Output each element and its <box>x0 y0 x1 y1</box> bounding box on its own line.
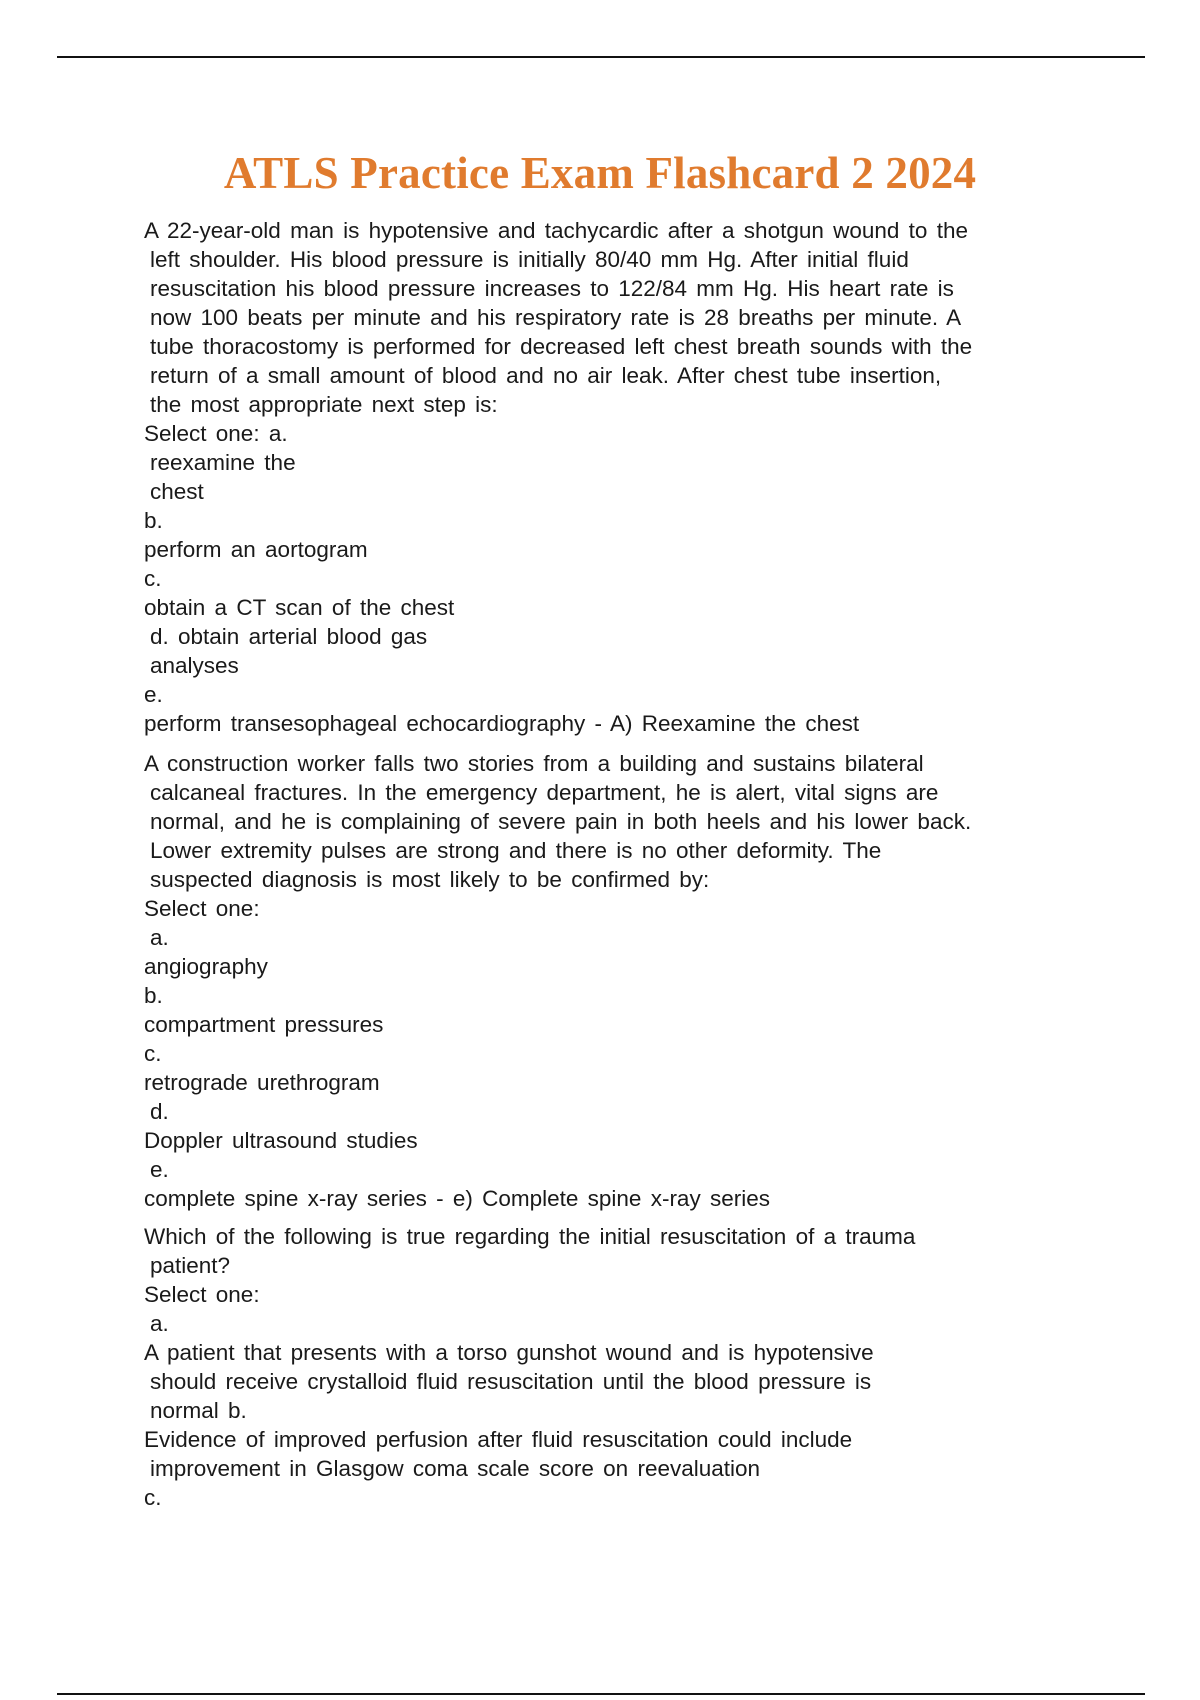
option-line: angiography <box>144 954 268 979</box>
option-line: e. <box>144 682 163 707</box>
top-rule <box>57 56 1145 58</box>
spacer <box>144 1213 1064 1222</box>
option-line: compartment pressures <box>144 1012 384 1037</box>
option-line: Select one: <box>144 896 260 921</box>
option-line: normal b. <box>150 1398 247 1423</box>
question-stem-line: calcaneal fractures. In the emergency department, he is alert, vital signs are <box>150 780 939 805</box>
bottom-rule <box>57 1693 1145 1695</box>
option-line: Select one: <box>144 1282 260 1307</box>
question-stem-line: Which of the following is true regarding the initial resuscitation of a trauma <box>144 1224 916 1249</box>
question-stem-line: suspected diagnosis is most likely to be confirmed by: <box>150 867 710 892</box>
option-line: a. <box>150 1311 169 1336</box>
option-line: retrograde urethrogram <box>144 1070 380 1095</box>
question-stem-line: resuscitation his blood pressure increases to 122/84 mm Hg. His heart rate is <box>150 276 954 301</box>
option-line: improvement in Glasgow coma scale score on reevaluation <box>150 1456 761 1481</box>
page-title: ATLS Practice Exam Flashcard 2 2024 <box>223 148 977 198</box>
question-stem-line: patient? <box>150 1253 231 1278</box>
question-stem-line: now 100 beats per minute and his respiratory rate is 28 breaths per minute. A <box>150 305 962 330</box>
option-line: reexamine the <box>150 450 296 475</box>
question-stem-line: normal, and he is complaining of severe pain in both heels and his lower back. <box>150 809 972 834</box>
question-stem-line: tube thoracostomy is performed for decreased left chest breath sounds with the <box>150 334 973 359</box>
question-stem-line: left shoulder. His blood pressure is initially 80/40 mm Hg. After initial fluid <box>150 247 909 272</box>
spacer <box>144 738 1064 749</box>
option-line: chest <box>150 479 204 504</box>
option-line: perform an aortogram <box>144 537 368 562</box>
answer-line: complete spine x-ray series - e) Complete spine x-ray series <box>144 1186 770 1211</box>
option-line: analyses <box>150 653 239 678</box>
question-1 <box>144 216 1064 738</box>
option-line: Evidence of improved perfusion after fluid resuscitation could include <box>144 1427 853 1452</box>
option-line: Doppler ultrasound studies <box>144 1128 418 1153</box>
option-line: A patient that presents with a torso gunshot wound and is hypotensive <box>144 1340 874 1365</box>
question-stem-line: A 22-year-old man is hypotensive and tachycardic after a shotgun wound to the <box>144 218 968 243</box>
option-line: b. <box>144 508 163 533</box>
option-line: b. <box>144 983 163 1008</box>
document-body <box>144 216 1064 1512</box>
question-3 <box>144 1222 1064 1512</box>
option-line: c. <box>144 1041 162 1066</box>
question-stem-line: return of a small amount of blood and no air leak. After chest tube insertion, <box>150 363 942 388</box>
question-stem-line: Lower extremity pulses are strong and there is no other deformity. The <box>150 838 882 863</box>
option-line: d. <box>150 1099 169 1124</box>
question-stem-line: A construction worker falls two stories from a building and sustains bilateral <box>144 751 924 776</box>
option-line: c. <box>144 566 162 591</box>
answer-line: perform transesophageal echocardiography - A) Reexamine the chest <box>144 711 860 736</box>
option-line: e. <box>150 1157 169 1182</box>
option-line: Select one: a. <box>144 421 288 446</box>
option-line: d. obtain arterial blood gas <box>150 624 428 649</box>
question-2 <box>144 749 1064 1213</box>
option-line: c. <box>144 1485 162 1510</box>
option-line: obtain a CT scan of the chest <box>144 595 455 620</box>
option-line: a. <box>150 925 169 950</box>
question-stem-line: the most appropriate next step is: <box>150 392 498 417</box>
option-line: should receive crystalloid fluid resuscitation until the blood pressure is <box>150 1369 872 1394</box>
